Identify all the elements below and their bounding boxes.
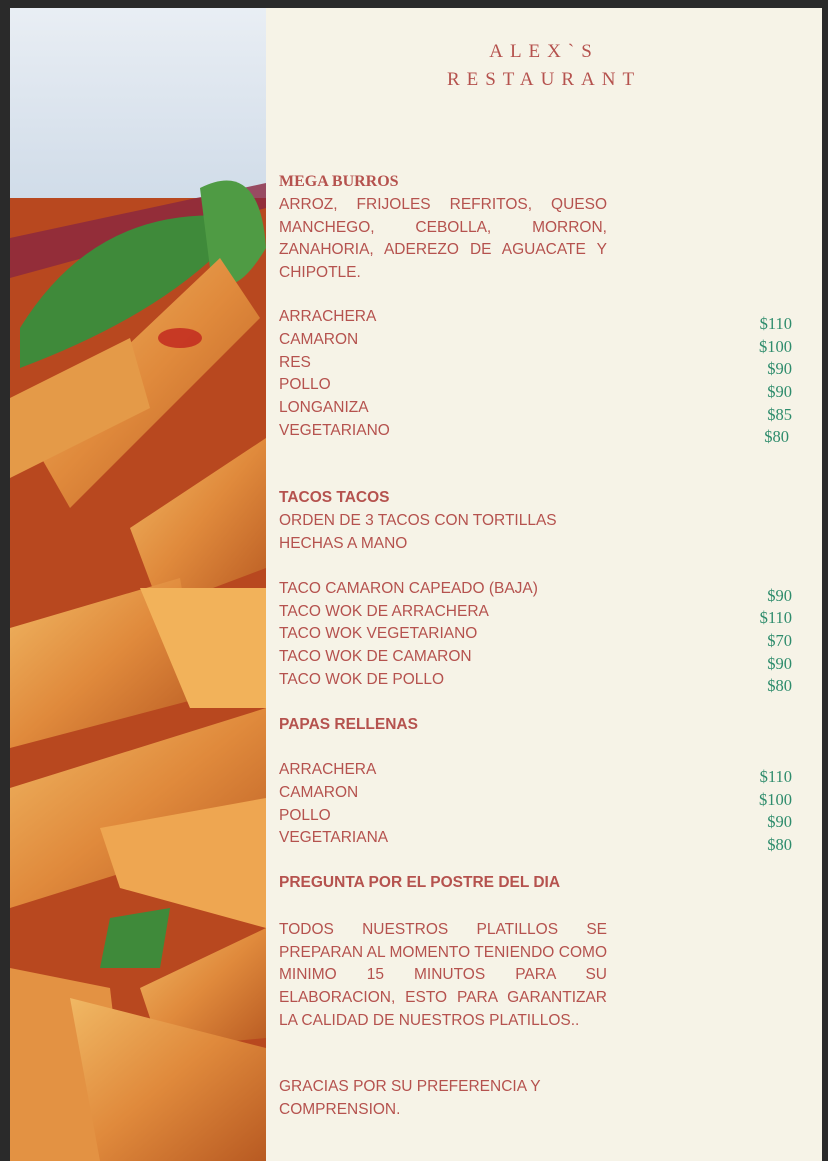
- menu-item-name: ARRACHERA: [279, 761, 377, 778]
- menu-item-price: $110: [759, 314, 792, 333]
- menu-item-price: $110: [759, 608, 792, 627]
- menu-item-name: VEGETARIANA: [279, 829, 389, 846]
- section-title-tacos: TACOS TACOS: [279, 489, 390, 506]
- restaurant-name: [266, 38, 822, 94]
- menu-item-name: TACO WOK DE CAMARON: [279, 648, 472, 665]
- menu-item-name: TACO WOK VEGETARIANO: [279, 625, 478, 642]
- menu-page: [10, 8, 822, 1161]
- menu-item-price: $85: [767, 405, 792, 424]
- menu-item-price: $90: [767, 359, 792, 378]
- menu-item-price: $100: [759, 790, 792, 809]
- pasta-illustration: [10, 8, 266, 1161]
- pasta-photo: [10, 8, 266, 1161]
- section-title-papas: PAPAS RELLENAS: [279, 716, 418, 733]
- menu-item-price: $100: [759, 337, 792, 356]
- tacos-description-line2: HECHAS A MANO: [279, 535, 408, 552]
- menu-item-name: TACO WOK DE ARRACHERA: [279, 603, 489, 620]
- menu-item-name: ARRACHERA: [279, 308, 377, 325]
- tacos-description-line1: ORDEN DE 3 TACOS CON TORTILLAS: [279, 512, 557, 529]
- menu-item-name: CAMARON: [279, 331, 359, 348]
- menu-item-name: LONGANIZA: [279, 399, 369, 416]
- thanks-line2: COMPRENSION.: [279, 1101, 401, 1118]
- menu-item-name: POLLO: [279, 807, 331, 824]
- menu-item-name: TACO CAMARON CAPEADO (BAJA): [279, 580, 538, 597]
- restaurant-name-line1: ALEX`S: [489, 41, 599, 62]
- dessert-note: PREGUNTA POR EL POSTRE DEL DIA: [279, 874, 561, 891]
- menu-item-price: $80: [767, 835, 792, 854]
- mega-burros-description: ARROZ, FRIJOLES REFRITOS, QUESO MANCHEGO, CEBOLLA, MORRON, ZANAHORIA, ADEREZO DE AGUACATE Y CHIPOTLE.: [279, 196, 607, 282]
- menu-item-name: CAMARON: [279, 784, 359, 801]
- menu-item-price: $90: [767, 654, 792, 673]
- menu-item-price: $90: [767, 812, 792, 831]
- menu-item-price: $110: [759, 767, 792, 786]
- section-title-mega-burros: MEGA BURROS: [279, 173, 399, 190]
- menu-item-price: $80: [767, 676, 792, 695]
- menu-item-name: TACO WOK DE POLLO: [279, 671, 445, 688]
- menu-item-name: RES: [279, 354, 311, 371]
- menu-item-name: VEGETARIANO: [279, 422, 390, 439]
- menu-item-price: $70: [767, 631, 792, 650]
- thanks-line1: GRACIAS POR SU PREFERENCIA Y: [279, 1078, 541, 1095]
- preparation-note: TODOS NUESTROS PLATILLOS SE PREPARAN AL MOMENTO TENIENDO COMO MINIMO 15 MINUTOS PARA SU ELABORACION, ESTO PARA GARANTIZAR LA CALIDAD DE NUESTROS PLATILLOS..: [279, 921, 607, 1029]
- menu-item-price: $80: [764, 427, 789, 446]
- menu-item-price: $90: [767, 586, 792, 605]
- menu-item-name: POLLO: [279, 376, 331, 393]
- menu-item-price: $90: [767, 382, 792, 401]
- restaurant-name-line2: RESTAURANT: [446, 69, 642, 90]
